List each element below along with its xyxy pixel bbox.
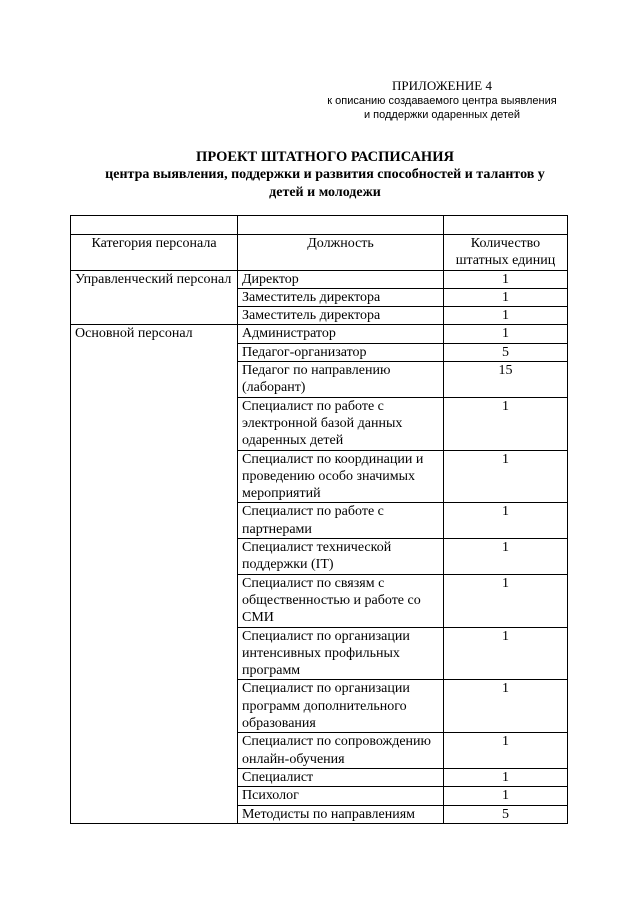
table-row xyxy=(71,733,568,769)
position-cell: Специалист по организации программ дополнительного образования xyxy=(238,680,444,733)
table-row xyxy=(71,288,568,306)
position-cell: Специалист технической поддержки (IT) xyxy=(238,539,444,575)
position-cell: Заместитель директора xyxy=(238,307,444,325)
category-cell-continued xyxy=(71,805,238,823)
document-title xyxy=(60,148,590,202)
category-cell-continued xyxy=(71,450,238,503)
table-row xyxy=(71,270,568,288)
position-cell: Педагог-организатор xyxy=(238,343,444,361)
position-cell: Психолог xyxy=(238,787,444,805)
table-row xyxy=(71,307,568,325)
position-cell: Директор xyxy=(238,270,444,288)
position-cell: Специалист по сопровождению онлайн-обучения xyxy=(238,733,444,769)
category-cell-continued xyxy=(71,539,238,575)
quantity-cell: 1 xyxy=(444,450,568,503)
table-row xyxy=(71,325,568,343)
category-cell-continued xyxy=(71,307,238,325)
position-cell: Заместитель директора xyxy=(238,288,444,306)
quantity-cell: 1 xyxy=(444,288,568,306)
table-row xyxy=(71,787,568,805)
table-row xyxy=(71,362,568,398)
appendix-number: ПРИЛОЖЕНИЕ 4 xyxy=(392,78,492,93)
quantity-cell: 1 xyxy=(444,325,568,343)
table-row xyxy=(71,343,568,361)
position-cell: Специалист по координации и проведению особо значимых мероприятий xyxy=(238,450,444,503)
quantity-cell: 15 xyxy=(444,362,568,398)
quantity-cell: 1 xyxy=(444,787,568,805)
category-cell-continued xyxy=(71,288,238,306)
empty-row xyxy=(71,216,568,235)
header-category: Категория персонала xyxy=(71,235,238,271)
position-cell: Методисты по направлениям xyxy=(238,805,444,823)
appendix-description-line-2: и поддержки одаренных детей xyxy=(363,109,521,121)
table-row xyxy=(71,768,568,786)
table-row xyxy=(71,574,568,627)
appendix-description-line-1: к описанию создаваемого центра выявления xyxy=(327,95,557,107)
position-cell: Педагог по направлению (лаборант) xyxy=(238,362,444,398)
appendix-header xyxy=(300,78,584,122)
category-cell-continued xyxy=(71,343,238,361)
header-quantity: Количество штатных единиц xyxy=(444,235,568,271)
position-cell: Специалист по работе с партнерами xyxy=(238,503,444,539)
category-cell-continued xyxy=(71,787,238,805)
category-cell: Основной персонал xyxy=(71,325,238,343)
category-cell-continued xyxy=(71,397,238,450)
category-cell-continued xyxy=(71,768,238,786)
table-row xyxy=(71,680,568,733)
table-row xyxy=(71,539,568,575)
category-cell-continued xyxy=(71,362,238,398)
quantity-cell: 1 xyxy=(444,503,568,539)
category-cell-continued xyxy=(71,503,238,539)
title-line-3: детей и молодежи xyxy=(269,185,381,200)
category-cell-continued xyxy=(71,680,238,733)
position-cell: Специалист по связям с общественностью и работе со СМИ xyxy=(238,574,444,627)
title-line-2: центра выявления, поддержки и развития способностей и талантов у xyxy=(105,167,545,182)
position-cell: Специалист xyxy=(238,768,444,786)
quantity-cell: 5 xyxy=(444,805,568,823)
quantity-cell: 1 xyxy=(444,270,568,288)
staff-schedule-table xyxy=(70,215,568,824)
quantity-cell: 1 xyxy=(444,733,568,769)
table-row xyxy=(71,805,568,823)
header-position: Должность xyxy=(238,235,444,271)
table-row xyxy=(71,627,568,680)
quantity-cell: 1 xyxy=(444,627,568,680)
quantity-cell: 1 xyxy=(444,680,568,733)
category-cell-continued xyxy=(71,627,238,680)
quantity-cell: 1 xyxy=(444,574,568,627)
table-row xyxy=(71,450,568,503)
quantity-cell: 1 xyxy=(444,307,568,325)
table-row xyxy=(71,397,568,450)
category-cell: Управленческий персонал xyxy=(71,270,238,288)
position-cell: Специалист по организации интенсивных профильных программ xyxy=(238,627,444,680)
position-cell: Администратор xyxy=(238,325,444,343)
quantity-cell: 1 xyxy=(444,768,568,786)
quantity-cell: 1 xyxy=(444,397,568,450)
quantity-cell: 5 xyxy=(444,343,568,361)
position-cell: Специалист по работе с электронной базой данных одаренных детей xyxy=(238,397,444,450)
category-cell-continued xyxy=(71,733,238,769)
table-header-row xyxy=(71,235,568,271)
quantity-cell: 1 xyxy=(444,539,568,575)
table-row xyxy=(71,503,568,539)
category-cell-continued xyxy=(71,574,238,627)
title-line-1: ПРОЕКТ ШТАТНОГО РАСПИСАНИЯ xyxy=(196,149,454,165)
